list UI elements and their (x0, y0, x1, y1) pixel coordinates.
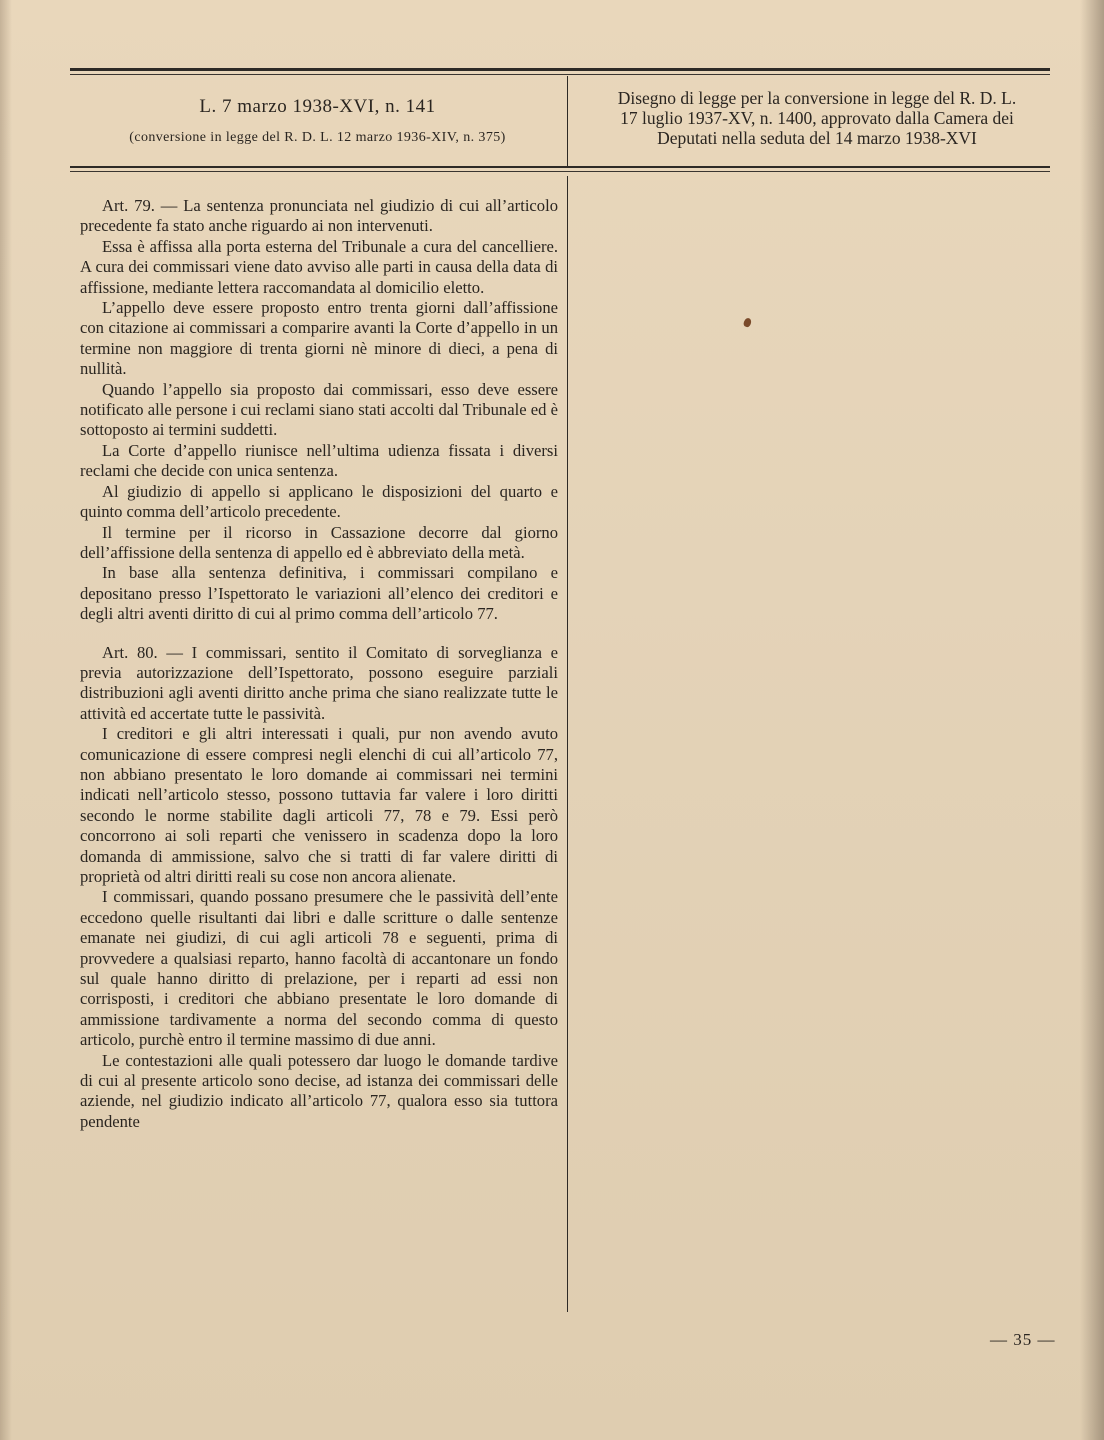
page-number: — 35 — (990, 1330, 1056, 1349)
art79-paragraph-1: Art. 79. — La sentenza pronunciata nel giudizio di cui all’articolo precedente fa stato anche riguardo ai non intervenuti. (80, 196, 558, 236)
art80-paragraph-4: Le contestazioni alle quali potessero dar luogo le domande tardive di cui al presente articolo sono decise, ad istanza dei commissari delle aziende, nel giudizio indicato all’articolo 77, qualora esso sia tuttora pendente (80, 1050, 558, 1131)
art80-paragraph-3: I commissari, quando possano presumere che le passività dell’ente eccedono quelle risultanti dai libri e dalle scritture o dalle sentenze emanate nei giudizi, di cui agli articoli 78 e seguenti, prima di provvedere a qualsiasi reparto, hanno facoltà di accantonare un fondo sul quale hanno diritto di prelazione, per i reparti ad essi non corrisposti, i creditori che abbiano presentate le loro domande di ammissione tardivamente a norma del secondo comma di questo articolo, purchè entro il termine massimo di due anni. (80, 887, 558, 1050)
page-edge-shadow-left (0, 0, 12, 1440)
header-column-divider (567, 76, 568, 166)
art80-paragraph-2: I creditori e gli altri interessati i quali, pur non avendo avuto comunicazione di essere compresi negli elenchi di cui all’articolo 77, non abbiano presentato le loro domande ai commissari nei termini indicati nell’articolo stesso, possono tuttavia far valere i loro diritti secondo le norme stabilite dagli articoli 77, 78 e 79. Essi però concorrono ai soli reparti che venissero in scadenza dopo la loro domanda di ammissione, salvo che si tratti di far valere diritti di proprietà od altri diritti reali su cose non ancora alienate. (80, 724, 558, 886)
header-rule-top-thin (70, 74, 1050, 75)
left-column-text (80, 196, 558, 1132)
art79-paragraph-7: Il termine per il ricorso in Cassazione decorre dal giorno dell’affissione della sentenza di appello ed è abbreviato della metà. (80, 522, 558, 562)
art80-paragraph-1: Art. 80. — I commissari, sentito il Comitato di sorveglianza e previa autorizzazione dell’Ispettorato, possono eseguire parziali distribuzioni agli aventi diritto anche prima che siano realizzate tutte le attività ed accertate tutte le passività. (80, 642, 558, 723)
header-right-line-2: 17 luglio 1937-XV, n. 1400, approvato dalla Camera dei (620, 108, 1014, 128)
ink-spot (743, 317, 753, 328)
header-rule-top (70, 68, 1050, 71)
art79-paragraph-2: Essa è affissa alla porta esterna del Tribunale a cura del cancelliere. A cura dei commissari viene dato avviso alle parti in causa della data di affissione, mediante lettera raccomandata al domicilio eletto. (80, 236, 558, 297)
header-left-subtitle: (conversione in legge del R. D. L. 12 marzo 1936-XIV, n. 375) (129, 130, 506, 145)
art79-paragraph-8: In base alla sentenza definitiva, i commissari compilano e depositano presso l’Ispettorato le variazioni all’elenco dei creditori e degli altri aventi diritto di cui al primo comma dell’articolo 77. (80, 563, 558, 624)
art79-paragraph-4: Quando l’appello sia proposto dai commissari, esso deve essere notificato alle persone i cui reclami siano stati accolti dal Tribunale ed è sottoposto ai termini suddetti. (80, 379, 558, 440)
header-left-title: L. 7 marzo 1938-XVI, n. 141 (199, 96, 436, 117)
art79-paragraph-3: L’appello deve essere proposto entro trenta giorni dall’affissione con citazione ai commissari a comparire avanti la Corte d’appello in un termine non maggiore di trenta giorni nè minore di dieci, a pena di nullità. (80, 298, 558, 379)
art79-paragraph-6: Al giudizio di appello si applicano le disposizioni del quarto e quinto comma dell’articolo precedente. (80, 481, 558, 522)
body-column-divider (567, 176, 568, 1312)
page-edge-shadow-right (1080, 0, 1104, 1440)
header-rule-bottom-thin (70, 171, 1050, 172)
header-right (574, 88, 1060, 148)
header-right-line-3: Deputati nella seduta del 14 marzo 1938-XVI (657, 128, 977, 148)
header-right-line-1: Disegno di legge per la conversione in legge del R. D. L. (617, 88, 1017, 108)
art79-paragraph-5: La Corte d’appello riunisce nell’ultima udienza fissata i diversi reclami che decide con unica sentenza. (80, 440, 558, 481)
header-rule-bottom (70, 166, 1050, 168)
header-left (70, 96, 565, 146)
